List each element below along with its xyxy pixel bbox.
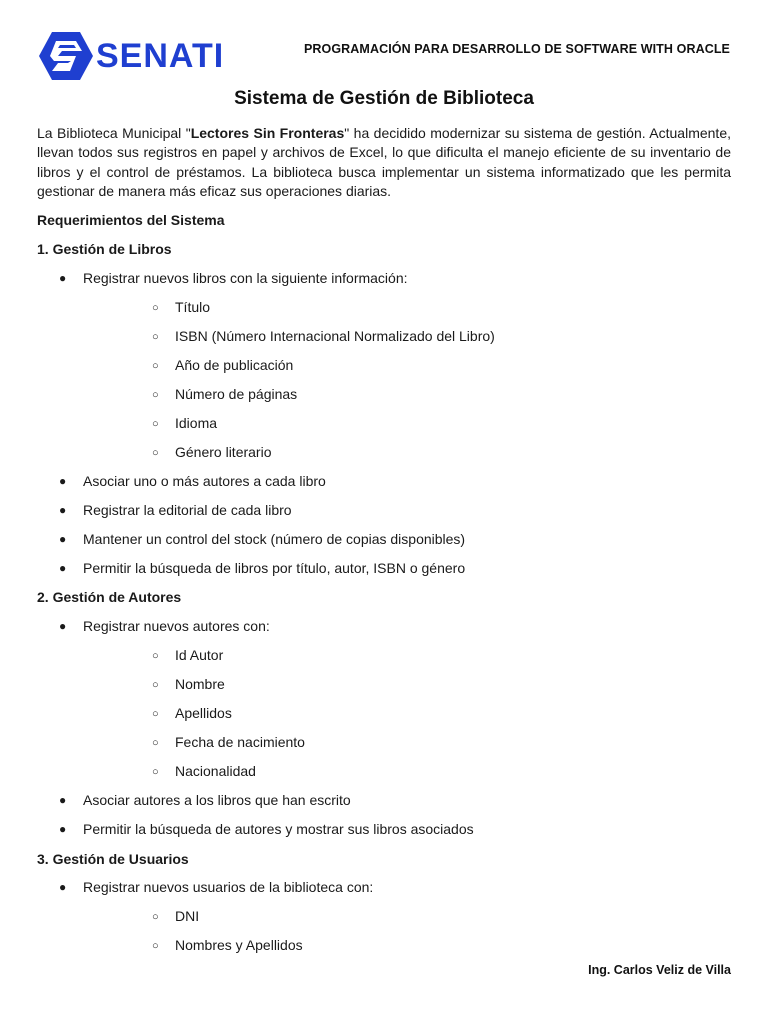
list-item (37, 878, 731, 955)
circle-bullet-icon: ○ (152, 679, 159, 692)
sub-list-item-label: Nombres y Apellidos (175, 937, 303, 954)
list-item (37, 617, 731, 781)
list-item-label: Mantener un control del stock (número de copias disponibles) (83, 530, 466, 547)
bullet-icon: ● (59, 880, 67, 895)
list-item-label: Registrar nuevos libros con la siguiente información: (83, 270, 408, 286)
document-title: Sistema de Gestión de Biblioteca (234, 88, 534, 109)
section-list (37, 617, 731, 839)
list-item (37, 820, 731, 839)
sub-list-item-label: Número de páginas (175, 385, 298, 402)
section-list (37, 878, 731, 955)
sub-list-item (83, 298, 731, 317)
circle-bullet-icon: ○ (152, 388, 159, 401)
circle-bullet-icon: ○ (152, 330, 159, 343)
sub-list-item (83, 646, 731, 665)
list-item (37, 501, 731, 520)
circle-bullet-icon: ○ (152, 301, 159, 314)
intro-text-before: La Biblioteca Municipal " (37, 125, 191, 141)
sub-list-item (83, 936, 731, 955)
list-item (37, 472, 731, 491)
bullet-icon: ● (59, 271, 67, 285)
sub-list-item-label: Id Autor (175, 647, 224, 664)
bullet-icon: ● (59, 531, 67, 546)
section-list (37, 269, 731, 578)
circle-bullet-icon: ○ (152, 911, 159, 924)
course-title: PROGRAMACIÓN PARA DESARROLLO DE SOFTWARE WITH ORACLE (303, 42, 730, 56)
list-item-label: Registrar la editorial de cada libro (83, 501, 292, 518)
list-item-label: Registrar nuevos usuarios de la biblioteca con: (83, 879, 374, 896)
sub-list-item-label: Nombre (175, 676, 225, 693)
sub-list-item (83, 356, 731, 375)
sub-list-item-label: Fecha de nacimiento (175, 734, 305, 751)
intro-paragraph (37, 124, 731, 202)
sub-list-item (83, 704, 731, 723)
sub-list (83, 646, 731, 781)
bullet-icon: ● (59, 560, 67, 575)
sub-list-item-label: Año de publicación (175, 356, 294, 373)
sub-list-item (83, 414, 731, 433)
bullet-icon: ● (59, 619, 67, 634)
list-item (37, 559, 731, 578)
circle-bullet-icon: ○ (152, 417, 159, 430)
sub-list-item-label: Apellidos (175, 705, 232, 722)
document-body (37, 124, 731, 956)
author-footer: Ing. Carlos Veliz de Villa (588, 963, 731, 977)
sub-list-item (83, 762, 731, 781)
list-item-label: Asociar autores a los libros que han escrito (83, 792, 351, 809)
sub-list-item (83, 733, 731, 752)
sub-list (83, 907, 731, 955)
senati-logo-text: SENATI (96, 36, 225, 75)
sub-list-item-label: Idioma (175, 414, 218, 431)
bullet-icon: ● (59, 793, 67, 808)
requirements-heading: Requerimientos del Sistema (37, 211, 225, 228)
sub-list-item-label: Título (175, 298, 211, 315)
circle-bullet-icon: ○ (152, 650, 159, 663)
list-item-label: Permitir la búsqueda de autores y mostrar sus libros asociados (83, 821, 474, 838)
intro-library-name: Lectores Sin Fronteras (190, 125, 345, 141)
circle-bullet-icon: ○ (152, 766, 159, 779)
list-item (37, 269, 731, 462)
circle-bullet-icon: ○ (152, 708, 159, 721)
sub-list-item-label: ISBN (Número Internacional Normalizado del Libro) (175, 327, 495, 344)
circle-bullet-icon: ○ (152, 940, 159, 953)
list-item-label: Registrar nuevos autores con: (83, 618, 270, 635)
list-item (37, 530, 731, 549)
sub-list-item (83, 907, 731, 926)
sub-list-item (83, 443, 731, 462)
list-item (37, 791, 731, 810)
sub-list (83, 298, 731, 462)
page-header (38, 30, 730, 82)
intro-text-after: " ha decidido modernizar su sistema de gestión. Actualmente, llevan todos sus registros en papel y archivos de Excel, lo que dificulta el manejo eficiente de su inventario de libros y el control de préstamos. La biblioteca busca implementar un sistema informatizado que les permita gestionar de manera más eficaz sus operaciones diarias. (37, 125, 731, 200)
section-heading: 3. Gestión de Usuarios (37, 850, 189, 867)
senati-logo-icon (38, 31, 94, 81)
sub-list-item (83, 675, 731, 694)
circle-bullet-icon: ○ (152, 359, 159, 372)
senati-logo (38, 30, 238, 82)
list-item-label: Permitir la búsqueda de libros por título, autor, ISBN o género (83, 559, 466, 576)
circle-bullet-icon: ○ (152, 446, 159, 459)
sub-list-item (83, 385, 731, 404)
bullet-icon: ● (59, 822, 67, 837)
bullet-icon: ● (59, 502, 67, 517)
section-heading: 1. Gestión de Libros (37, 241, 172, 258)
sub-list-item (83, 327, 731, 346)
sub-list-item-label: Nacionalidad (175, 763, 256, 780)
section-heading: 2. Gestión de Autores (37, 589, 182, 606)
circle-bullet-icon: ○ (152, 737, 159, 750)
list-item-label: Asociar uno o más autores a cada libro (83, 472, 326, 489)
sub-list-item-label: Género literario (175, 443, 272, 460)
bullet-icon: ● (59, 473, 67, 488)
sub-list-item-label: DNI (175, 908, 200, 925)
